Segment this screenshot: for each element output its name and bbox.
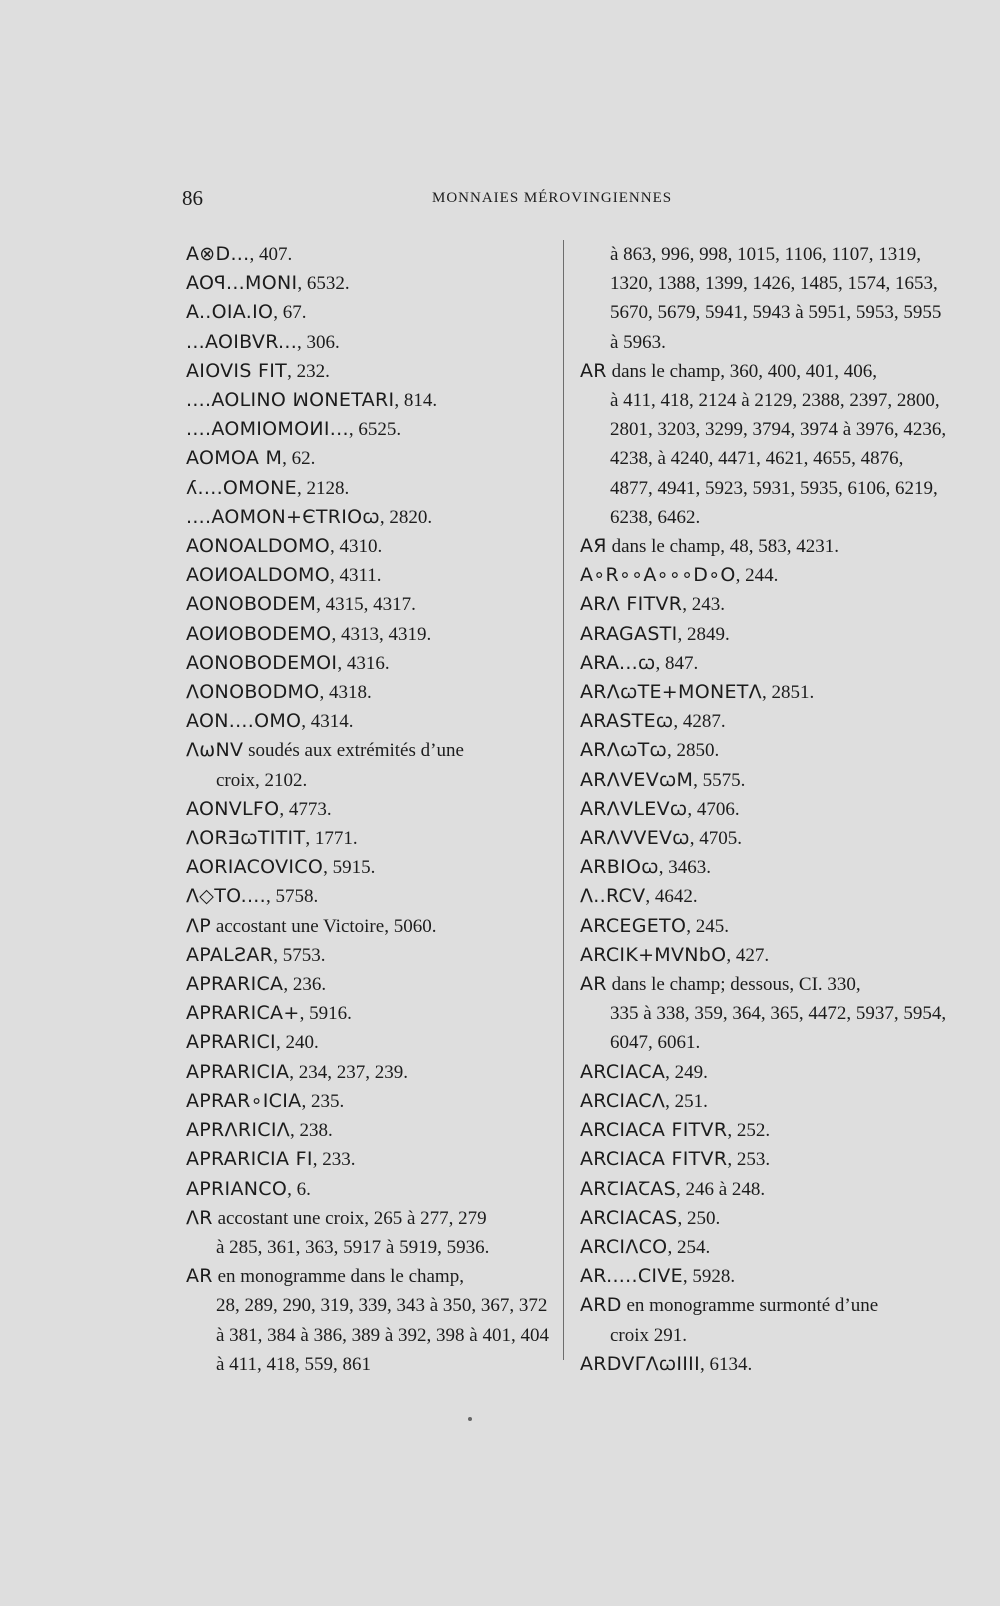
- entry-references: , 4311.: [329, 565, 382, 587]
- entry-continuation: croix, 2102.: [216, 769, 308, 791]
- coin-legend: APRARICA: [186, 973, 284, 996]
- entry-line: [186, 357, 556, 386]
- index-entry: [580, 766, 950, 795]
- entry-continuation: à 411, 418, 2124 à 2129, 2388, 2397, 2800, 2801, 3203, 3299, 3794, 3974 à 3976, 4236, 4238, à 4240, 4471, 4621, 4655, 4876, 4877, 4941, 5923, 5931, 5935, 6106, 6219, 6238, 6462.: [610, 390, 947, 528]
- entry-references: , 232.: [287, 360, 330, 382]
- index-entry: [580, 1058, 950, 1087]
- coin-legend: ΛωNV: [186, 739, 244, 762]
- index-entry: [186, 882, 556, 911]
- entry-references: en monogramme dans le champ,: [212, 1266, 464, 1288]
- index-entry: [186, 590, 556, 619]
- coin-legend: ΛR: [186, 1206, 213, 1229]
- entry-references: , 240.: [275, 1032, 319, 1054]
- coin-legend: APALƧAR: [186, 943, 274, 966]
- index-entry: [580, 1116, 950, 1145]
- coin-legend: AOꟼ...MONI: [186, 272, 298, 295]
- entry-references: , 4706.: [687, 798, 740, 820]
- entry-references: accostant une croix, 265 à 277, 279: [212, 1207, 487, 1229]
- entry-line: [186, 707, 556, 736]
- entry-references: , 5758.: [265, 886, 319, 908]
- entry-references: , 254.: [667, 1236, 711, 1258]
- running-head: MONNAIES MÉROVINGIENNES: [432, 190, 673, 206]
- entry-line: [186, 853, 556, 882]
- coin-legend: AЯ: [580, 535, 607, 558]
- entry-line: [186, 824, 556, 853]
- index-entry: [186, 736, 556, 794]
- index-entry: [580, 970, 950, 1058]
- index-entry: [186, 912, 556, 941]
- index-entry: [186, 357, 556, 386]
- index-entry: [580, 912, 950, 941]
- entry-references: , 236.: [283, 974, 327, 996]
- column-left: [186, 240, 556, 1379]
- coin-legend: APRARICIA: [186, 1060, 290, 1083]
- entry-line: [186, 1262, 556, 1291]
- coin-legend: AOMOA M: [186, 447, 283, 470]
- coin-legend: APRARICIA FI: [186, 1148, 313, 1171]
- entry-line: [580, 707, 950, 736]
- entry-line: [580, 561, 950, 590]
- entry-line: [186, 795, 556, 824]
- coin-legend: APRARICA+: [186, 1002, 300, 1025]
- index-entry: [580, 1262, 950, 1291]
- entry-references: , 6.: [287, 1178, 311, 1200]
- entry-line: [580, 1116, 950, 1145]
- entry-references: , 244.: [735, 565, 779, 587]
- coin-legend: APRARICI: [186, 1031, 276, 1054]
- index-entry: [580, 824, 950, 853]
- index-entry: [580, 1233, 950, 1262]
- coin-legend: ....AOLINO ꟽONETARI: [186, 389, 395, 412]
- coin-legend: ....AOMON+ЄTRIOꞷ: [186, 505, 380, 528]
- entry-line: [580, 590, 950, 619]
- coin-legend: AONVLFO: [186, 797, 280, 820]
- coin-legend: AR: [186, 1265, 213, 1288]
- entry-line: [186, 415, 556, 444]
- coin-legend: APRΛRICIΛ: [186, 1119, 291, 1142]
- coin-legend: ARCIACAS: [580, 1206, 678, 1229]
- index-entry: [186, 561, 556, 590]
- page-number: 86: [182, 186, 203, 210]
- entry-line: [186, 999, 556, 1028]
- index-entry: [186, 649, 556, 678]
- entry-references: , 67.: [273, 302, 307, 324]
- entry-references: , 235.: [301, 1090, 345, 1112]
- entry-references: , 4705.: [689, 828, 743, 850]
- entry-references: , 5916.: [299, 1003, 352, 1025]
- index-entry: [580, 357, 950, 532]
- coin-legend: ARΛVVEVꞷ: [580, 827, 690, 850]
- index-entry: [580, 561, 950, 590]
- entry-line: [580, 678, 950, 707]
- coin-legend: ARBIOꞷ: [580, 856, 659, 879]
- coin-legend: ARΛ FITVR: [580, 593, 683, 616]
- index-entry: [186, 1262, 556, 1379]
- entry-references: , 427.: [726, 944, 770, 966]
- index-entry: [186, 999, 556, 1028]
- entry-references: , 4314.: [301, 711, 354, 733]
- coin-legend: ARCIACA: [580, 1060, 666, 1083]
- entry-line: [186, 503, 556, 532]
- entry-line: [580, 620, 950, 649]
- coin-legend: ARΛꞷTꞷ: [580, 739, 667, 762]
- entry-line: [580, 1175, 950, 1204]
- index-entry: [186, 1175, 556, 1204]
- entry-references: , 5575.: [693, 769, 746, 791]
- entry-references: , 2128.: [296, 477, 350, 499]
- coin-legend: AR: [580, 359, 607, 382]
- entry-line: [580, 824, 950, 853]
- entry-line: [580, 649, 950, 678]
- entry-references: , 814.: [394, 390, 438, 412]
- entry-references: , 251.: [665, 1090, 708, 1112]
- coin-legend: AONOALDOMO: [186, 535, 330, 558]
- index-entry: [580, 1204, 950, 1233]
- index-entry: [580, 941, 950, 970]
- entry-line: [186, 240, 556, 269]
- entry-references: , 4316.: [337, 652, 390, 674]
- entry-line: [186, 970, 556, 999]
- index-entry: [186, 1058, 556, 1087]
- entry-references: , 246 à 248.: [675, 1178, 766, 1200]
- coin-legend: ARΛVLEVꞷ: [580, 797, 688, 820]
- coin-legend: A..OIA.IO: [186, 301, 274, 324]
- coin-legend: ARΛVEVꞷM: [580, 768, 694, 791]
- entry-references: , 2851.: [761, 682, 815, 704]
- entry-line: [186, 1058, 556, 1087]
- coin-legend: ARCEGETO: [580, 914, 687, 937]
- coin-legend: A⊗D...: [186, 243, 250, 265]
- index-entry: [186, 444, 556, 473]
- entry-line: [186, 912, 556, 941]
- entry-line: [186, 1175, 556, 1204]
- entry-line: [580, 1058, 950, 1087]
- index-entry: [186, 240, 556, 269]
- index-entry: [186, 620, 556, 649]
- index-entry: [186, 1087, 556, 1116]
- index-entry: [580, 1145, 950, 1174]
- entry-references: dans le champ, 360, 400, 401, 406,: [606, 360, 877, 382]
- entry-line: [186, 941, 556, 970]
- entry-line: [186, 474, 556, 503]
- entry-references: , 250.: [677, 1207, 721, 1229]
- coin-legend: ΛORƎꞷTITIT: [186, 827, 306, 850]
- coin-legend: ARA...ꞷ: [580, 651, 656, 674]
- entry-continuation: à 285, 361, 363, 5917 à 5919, 5936.: [216, 1236, 490, 1258]
- index-entry: [580, 240, 950, 357]
- entry-line: [580, 1291, 950, 1320]
- entry-line: [186, 298, 556, 327]
- entry-line: [580, 853, 950, 882]
- index-entry: [186, 386, 556, 415]
- entry-line: [580, 1350, 950, 1379]
- entry-references: , 847.: [655, 652, 699, 674]
- entry-line: [186, 649, 556, 678]
- coin-legend: ARD: [580, 1294, 622, 1317]
- coin-legend: ARCIK+MVNbO: [580, 943, 727, 966]
- entry-references: , 1771.: [305, 828, 358, 850]
- column-divider: [563, 240, 564, 1360]
- index-entry: [186, 1145, 556, 1174]
- entry-line: [580, 1145, 950, 1174]
- index-entry: [186, 532, 556, 561]
- entry-references: , 2850.: [666, 740, 720, 762]
- entry-line: [580, 941, 950, 970]
- entry-references: , 3463.: [658, 857, 712, 879]
- entry-line: [580, 357, 950, 386]
- coin-legend: AIOVIS FIT: [186, 359, 288, 382]
- coin-legend: ARꞆIAꞆAS: [580, 1177, 676, 1200]
- entry-references: , 5753.: [273, 944, 326, 966]
- coin-legend: ARΛꞷTE+MONETΛ: [580, 681, 762, 704]
- index-entry: [580, 532, 950, 561]
- coin-legend: ʎ....OMONE: [186, 476, 297, 499]
- entry-references: , 6525.: [348, 419, 402, 441]
- column-right: [580, 240, 950, 1379]
- entry-line: [186, 444, 556, 473]
- index-entry: [186, 853, 556, 882]
- coin-legend: AONOBODEMOI: [186, 651, 338, 674]
- coin-legend: ARCIACA FITVR: [580, 1119, 728, 1142]
- index-entry: [186, 1028, 556, 1057]
- entry-line: [580, 736, 950, 765]
- index-entry: [186, 328, 556, 357]
- entry-references: , 2849.: [677, 623, 730, 645]
- index-entry: [580, 590, 950, 619]
- entry-references: , 4318.: [319, 682, 372, 704]
- index-entry: [186, 269, 556, 298]
- entry-line: [580, 882, 950, 911]
- entry-references: accostant une Victoire, 5060.: [211, 915, 437, 937]
- entry-line: [580, 970, 950, 999]
- index-entry: [580, 1350, 950, 1379]
- index-entry: [580, 1087, 950, 1116]
- entry-line: [186, 882, 556, 911]
- index-entry: [186, 824, 556, 853]
- entry-references: , 4315, 4317.: [316, 594, 416, 616]
- entry-line: [580, 766, 950, 795]
- entry-line: [186, 561, 556, 590]
- coin-legend: ARASTEꞷ: [580, 710, 674, 733]
- index-entry: [580, 1291, 950, 1349]
- index-entry: [580, 707, 950, 736]
- entry-references: , 4310.: [329, 536, 383, 558]
- coin-legend: APRIANCO: [186, 1177, 288, 1200]
- coin-legend: AON....OMO: [186, 710, 302, 733]
- entry-references: , 5928.: [682, 1266, 736, 1288]
- entry-references: soudés aux extrémités d’une: [243, 740, 464, 762]
- index-entry: [186, 941, 556, 970]
- coin-legend: A∘R∘∘A∘∘∘D∘O: [580, 564, 736, 587]
- index-entry: [580, 649, 950, 678]
- index-entry: [580, 1175, 950, 1204]
- entry-continuation: 28, 289, 290, 319, 339, 343 à 350, 367, 372 à 381, 384 à 386, 389 à 392, 398 à 401, 404 à 411, 418, 559, 861: [216, 1295, 549, 1375]
- entry-line: [186, 1116, 556, 1145]
- entry-references: dans le champ; dessous, CI. 330,: [606, 974, 861, 996]
- entry-line: [186, 1087, 556, 1116]
- entry-line: [186, 386, 556, 415]
- coin-legend: ARCIACΛ: [580, 1089, 666, 1112]
- index-entry: [580, 620, 950, 649]
- coin-legend: ΛONOBODMO: [186, 681, 320, 704]
- index-entry: [186, 707, 556, 736]
- entry-references: , 62.: [282, 448, 316, 470]
- index-entry: [186, 474, 556, 503]
- entry-line: [186, 620, 556, 649]
- coin-legend: AONOBODEM: [186, 593, 317, 616]
- coin-legend: Λ◇TO....: [186, 885, 266, 908]
- entry-line: [580, 532, 950, 561]
- ink-speck: [468, 1417, 472, 1421]
- index-entry: [580, 882, 950, 911]
- entry-line: [186, 590, 556, 619]
- index-entry: [186, 298, 556, 327]
- index-entry: [186, 795, 556, 824]
- coin-legend: APRAR∘ICIA: [186, 1089, 302, 1112]
- entry-references: , 6532.: [297, 273, 350, 295]
- entry-line: [186, 1145, 556, 1174]
- entry-line: [186, 269, 556, 298]
- entry-line: [580, 1204, 950, 1233]
- entry-references: , 233.: [312, 1149, 356, 1171]
- index-entry: [186, 503, 556, 532]
- entry-references: , 5915.: [323, 857, 376, 879]
- index-entry: [580, 853, 950, 882]
- coin-legend: AR.....CIVE: [580, 1265, 683, 1288]
- entry-references: , 4287.: [673, 711, 726, 733]
- coin-legend: AOИOBODEMO: [186, 622, 332, 645]
- coin-legend: ARCIACA FITVR: [580, 1148, 728, 1171]
- entry-line: [580, 1087, 950, 1116]
- coin-legend: ARDVΓΛꞷIIII: [580, 1352, 700, 1375]
- entry-references: , 245.: [686, 915, 729, 937]
- entry-references: , 306.: [297, 331, 340, 353]
- entry-continuation: 335 à 338, 359, 364, 365, 4472, 5937, 5954, 6047, 6061.: [610, 1003, 947, 1054]
- coin-legend: ....AOMIOMOИI...: [186, 418, 349, 441]
- coin-legend: AORIACOVICO: [186, 856, 324, 879]
- entry-references: en monogramme surmonté d’une: [621, 1295, 879, 1317]
- entry-references: , 243.: [682, 594, 726, 616]
- coin-legend: Λ..RCV: [580, 885, 646, 908]
- index-entry: [186, 1204, 556, 1262]
- entry-continuation: à 863, 996, 998, 1015, 1106, 1107, 1319, 1320, 1388, 1399, 1426, 1485, 1574, 1653, 5670, 5679, 5941, 5943 à 5951, 5953, 5955 à 5963.: [610, 244, 942, 353]
- entry-references: , 4773.: [279, 798, 332, 820]
- entry-references: , 253.: [727, 1149, 771, 1171]
- entry-line: [580, 795, 950, 824]
- index-entry: [186, 415, 556, 444]
- index-entry: [580, 795, 950, 824]
- entry-references: , 407.: [249, 244, 293, 265]
- coin-legend: ...AOIBVR...: [186, 330, 298, 353]
- entry-line: [186, 736, 556, 765]
- entry-references: , 6134.: [699, 1353, 753, 1375]
- entry-references: , 238.: [290, 1120, 333, 1142]
- index-entry: [186, 1116, 556, 1145]
- entry-line: [580, 1262, 950, 1291]
- entry-line: [186, 1204, 556, 1233]
- entry-line: [186, 532, 556, 561]
- entry-references: , 4313, 4319.: [331, 623, 432, 645]
- entry-references: , 4642.: [645, 886, 698, 908]
- entry-line: [580, 1233, 950, 1262]
- coin-legend: ARCIΛCO: [580, 1235, 668, 1258]
- coin-legend: AR: [580, 973, 607, 996]
- index-entry: [186, 678, 556, 707]
- entry-references: , 252.: [727, 1120, 771, 1142]
- entry-continuation: croix 291.: [610, 1324, 688, 1346]
- entry-line: [186, 328, 556, 357]
- entry-references: , 249.: [665, 1061, 708, 1083]
- entry-line: [186, 1028, 556, 1057]
- coin-legend: ΛP: [186, 914, 212, 937]
- entry-references: dans le champ, 48, 583, 4231.: [606, 536, 839, 558]
- coin-legend: AOИOALDOMO: [186, 564, 330, 587]
- entry-references: , 234, 237, 239.: [289, 1061, 409, 1083]
- index-entry: [186, 970, 556, 999]
- index-entry: [580, 678, 950, 707]
- entry-line: [580, 912, 950, 941]
- coin-legend: ARAGASTI: [580, 622, 678, 645]
- entry-references: , 2820.: [379, 506, 433, 528]
- entry-line: [186, 678, 556, 707]
- index-entry: [580, 736, 950, 765]
